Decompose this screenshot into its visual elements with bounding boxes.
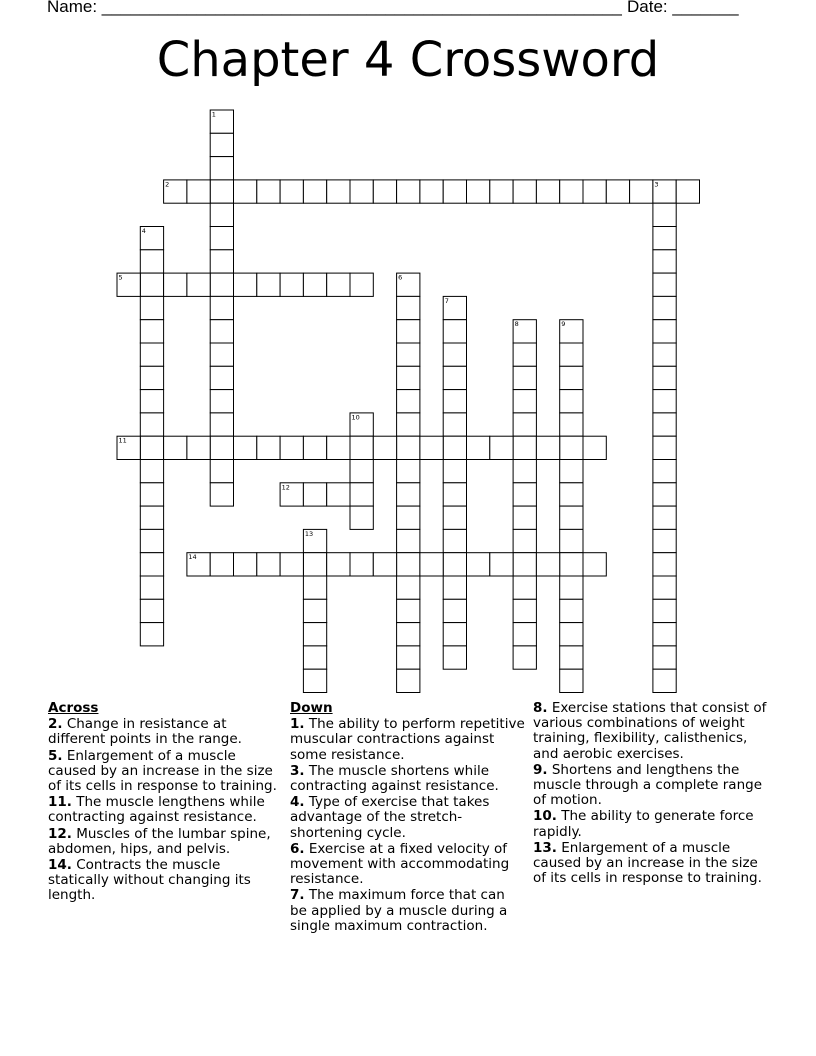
- grid-cell[interactable]: [443, 390, 466, 413]
- grid-cell[interactable]: [350, 483, 373, 506]
- grid-cell[interactable]: [140, 436, 163, 459]
- grid-cell[interactable]: [443, 460, 466, 483]
- grid-cell[interactable]: [303, 180, 326, 203]
- grid-cell[interactable]: [280, 180, 303, 203]
- grid-cell[interactable]: [350, 436, 373, 459]
- grid-cell[interactable]: [560, 576, 583, 599]
- grid-cell[interactable]: [583, 180, 606, 203]
- grid-cell[interactable]: [536, 180, 559, 203]
- grid-cell[interactable]: [303, 483, 326, 506]
- grid-cell[interactable]: [234, 553, 257, 576]
- grid-cell[interactable]: [234, 436, 257, 459]
- grid-cell[interactable]: [257, 436, 280, 459]
- grid-cell[interactable]: [513, 436, 536, 459]
- clue-down-1: 1. The ability to perform repetitive muscular contractions against some resistance.: [290, 716, 525, 763]
- clue-down-8: 8. Exercise stations that consist of various combinations of weight training, flexibility, calisthenics, and aerobic exercises.: [533, 700, 767, 762]
- clue-number-13: 13: [304, 529, 314, 538]
- grid-cell[interactable]: [560, 366, 583, 389]
- clue-number-14: 14: [188, 553, 197, 562]
- grid-cell[interactable]: [443, 599, 466, 622]
- grid-cell[interactable]: [653, 669, 676, 692]
- clue-number-10: 10: [351, 413, 360, 422]
- grid-cell[interactable]: [210, 366, 233, 389]
- grid-cell[interactable]: [140, 460, 163, 483]
- grid-cell[interactable]: [420, 436, 443, 459]
- grid-cell[interactable]: [350, 553, 373, 576]
- grid-cell[interactable]: [513, 576, 536, 599]
- across-clues: [48, 701, 284, 905]
- grid-cell[interactable]: [536, 553, 559, 576]
- grid-cell[interactable]: [443, 436, 466, 459]
- grid-cell[interactable]: [443, 483, 466, 506]
- grid-cell[interactable]: [397, 623, 420, 646]
- grid-cell[interactable]: [210, 250, 233, 273]
- grid-cell[interactable]: [350, 506, 373, 529]
- grid-cell[interactable]: [210, 553, 233, 576]
- grid-cell[interactable]: [560, 390, 583, 413]
- grid-cell[interactable]: [467, 180, 490, 203]
- grid-cell[interactable]: [653, 203, 676, 226]
- grid-cell[interactable]: [560, 180, 583, 203]
- grid-cell[interactable]: [653, 390, 676, 413]
- grid-cell[interactable]: [140, 553, 163, 576]
- grid-cell[interactable]: [397, 413, 420, 436]
- grid-cell[interactable]: [280, 273, 303, 296]
- grid-cell[interactable]: [653, 576, 676, 599]
- grid-cell[interactable]: [653, 553, 676, 576]
- grid-cell[interactable]: [140, 250, 163, 273]
- grid-cell[interactable]: [513, 529, 536, 552]
- clue-number-3: 3: [654, 180, 659, 189]
- grid-cell[interactable]: [140, 599, 163, 622]
- clue-down-6: 6. Exercise at a fixed velocity of movement with accommodating resistance.: [290, 840, 510, 888]
- clue-number-9: 9: [561, 320, 566, 329]
- grid-cell[interactable]: [513, 646, 536, 669]
- grid-cell[interactable]: [397, 460, 420, 483]
- grid-cell[interactable]: [443, 623, 466, 646]
- grid-cell[interactable]: [513, 413, 536, 436]
- grid-cell[interactable]: [536, 436, 559, 459]
- grid-cell[interactable]: [373, 436, 396, 459]
- grid-cell[interactable]: [187, 180, 210, 203]
- grid-cell[interactable]: [397, 553, 420, 576]
- grid-cell[interactable]: [397, 436, 420, 459]
- clue-number-7: 7: [444, 296, 449, 305]
- grid-cell[interactable]: [140, 506, 163, 529]
- grid-cell[interactable]: [187, 436, 210, 459]
- grid-cell[interactable]: [443, 413, 466, 436]
- grid-cell[interactable]: [210, 227, 233, 250]
- grid-cell[interactable]: [583, 436, 606, 459]
- grid-cell[interactable]: [140, 529, 163, 552]
- grid-cell[interactable]: [397, 180, 420, 203]
- grid-cell[interactable]: [676, 180, 699, 203]
- grid-cell[interactable]: [560, 506, 583, 529]
- grid-cell[interactable]: [560, 343, 583, 366]
- grid-cell[interactable]: [560, 436, 583, 459]
- grid-cell[interactable]: [397, 646, 420, 669]
- grid-cell[interactable]: [420, 180, 443, 203]
- grid-cell[interactable]: [467, 436, 490, 459]
- grid-cell[interactable]: [513, 599, 536, 622]
- grid-cell[interactable]: [140, 413, 163, 436]
- grid-cell[interactable]: [164, 273, 187, 296]
- grid-cell[interactable]: [606, 180, 629, 203]
- grid-cell[interactable]: [140, 273, 163, 296]
- grid-cell[interactable]: [443, 180, 466, 203]
- grid-cell[interactable]: [210, 320, 233, 343]
- grid-cell[interactable]: [210, 413, 233, 436]
- grid-cell[interactable]: [653, 623, 676, 646]
- grid-cell[interactable]: [653, 483, 676, 506]
- grid-cell[interactable]: [397, 483, 420, 506]
- grid-cell[interactable]: [653, 227, 676, 250]
- grid-cell[interactable]: [210, 180, 233, 203]
- grid-cell[interactable]: [513, 483, 536, 506]
- grid-cell[interactable]: [327, 436, 350, 459]
- grid-cell[interactable]: [140, 483, 163, 506]
- grid-cell[interactable]: [280, 436, 303, 459]
- grid-cell[interactable]: [653, 343, 676, 366]
- grid-cell[interactable]: [140, 320, 163, 343]
- grid-cell[interactable]: [327, 483, 350, 506]
- grid-cell[interactable]: [513, 460, 536, 483]
- grid-cell[interactable]: [140, 623, 163, 646]
- grid-cell[interactable]: [210, 483, 233, 506]
- grid-cell[interactable]: [653, 529, 676, 552]
- down-heading: Down: [290, 700, 333, 716]
- clue-across-12: 12. Muscles of the lumbar spine, abdomen, hips, and pelvis.: [48, 825, 271, 857]
- grid-cell[interactable]: [513, 506, 536, 529]
- grid-cell[interactable]: [327, 553, 350, 576]
- grid-cell[interactable]: [513, 366, 536, 389]
- grid-cell[interactable]: [303, 576, 326, 599]
- grid-cell[interactable]: [443, 320, 466, 343]
- grid-cell[interactable]: [397, 366, 420, 389]
- grid-cell[interactable]: [210, 436, 233, 459]
- grid-cell[interactable]: [303, 553, 326, 576]
- grid-cell[interactable]: [420, 553, 443, 576]
- grid-cell[interactable]: [303, 599, 326, 622]
- grid-cell[interactable]: [140, 366, 163, 389]
- down-clues-continued: [533, 701, 773, 887]
- clue-number-4: 4: [141, 227, 146, 235]
- clue-across-14: 14. Contracts the muscle statically without changing its length.: [48, 857, 251, 904]
- grid-cell[interactable]: [397, 320, 420, 343]
- grid-cell[interactable]: [234, 273, 257, 296]
- grid-cell[interactable]: [373, 180, 396, 203]
- clue-number-6: 6: [398, 273, 403, 282]
- clue-down-9: 9. Shortens and lengthens the muscle through a complete range of motion.: [533, 761, 763, 809]
- grid-cell[interactable]: [210, 157, 233, 180]
- grid-cell[interactable]: [490, 436, 513, 459]
- grid-cell[interactable]: [257, 553, 280, 576]
- grid-cell[interactable]: [653, 296, 676, 319]
- grid-cell[interactable]: [560, 529, 583, 552]
- clue-number-8: 8: [514, 320, 519, 329]
- grid-cell[interactable]: [560, 413, 583, 436]
- clue-down-3: 3. The muscle shortens while contracting against resistance.: [290, 762, 499, 795]
- grid-cell[interactable]: [397, 529, 420, 552]
- clue-down-10: 10. The ability to generate force rapidly.: [533, 808, 754, 840]
- page-title: Chapter 4 Crossword: [156, 32, 660, 88]
- grid-cell[interactable]: [350, 273, 373, 296]
- clue-down-7: 7. The maximum force that can be applied by a muscle during a single maximum contraction.: [290, 887, 508, 934]
- grid-cell[interactable]: [280, 553, 303, 576]
- grid-cell[interactable]: [210, 390, 233, 413]
- clue-number-1: 1: [211, 110, 216, 119]
- grid-cell[interactable]: [140, 576, 163, 599]
- grid-cell[interactable]: [210, 203, 233, 226]
- grid-cell[interactable]: [560, 460, 583, 483]
- grid-cell[interactable]: [210, 296, 233, 319]
- clue-across-5: 5. Enlargement of a muscle caused by an increase in the size of its cells in response to training.: [48, 747, 277, 795]
- grid-cell[interactable]: [443, 646, 466, 669]
- clue-number-2: 2: [165, 180, 170, 189]
- grid-cell[interactable]: [653, 646, 676, 669]
- grid-cell[interactable]: [140, 296, 163, 319]
- grid-cell[interactable]: [467, 553, 490, 576]
- grid-cell[interactable]: [397, 669, 420, 692]
- grid-cell[interactable]: [443, 576, 466, 599]
- clue-number-11: 11: [118, 436, 127, 445]
- grid-cell[interactable]: [513, 553, 536, 576]
- grid-cell[interactable]: [560, 599, 583, 622]
- clue-across-2: 2. Change in resistance at different points in the range.: [48, 716, 242, 748]
- grid-cell[interactable]: [653, 413, 676, 436]
- grid-cell[interactable]: [443, 366, 466, 389]
- grid-cell[interactable]: [653, 320, 676, 343]
- grid-cell[interactable]: [234, 180, 257, 203]
- grid-cell[interactable]: [397, 343, 420, 366]
- grid-cell[interactable]: [560, 669, 583, 692]
- grid-cell[interactable]: [303, 669, 326, 692]
- clue-number-5: 5: [118, 273, 123, 282]
- clue-down-4: 4. Type of exercise that takes advantage of the stretch-shortening cycle.: [290, 794, 490, 841]
- grid-cell[interactable]: [490, 180, 513, 203]
- grid-cell[interactable]: [443, 553, 466, 576]
- name-field-label: Name: _______________________________________________________: [47, 0, 622, 16]
- grid-cell[interactable]: [653, 250, 676, 273]
- grid-cell[interactable]: [513, 180, 536, 203]
- grid-cell[interactable]: [560, 483, 583, 506]
- grid-cell[interactable]: [350, 180, 373, 203]
- grid-cell[interactable]: [443, 529, 466, 552]
- grid-cell[interactable]: [583, 553, 606, 576]
- grid-cell[interactable]: [397, 390, 420, 413]
- grid-cell[interactable]: [490, 553, 513, 576]
- date-field-label: Date: _______: [627, 0, 739, 16]
- grid-cell[interactable]: [653, 436, 676, 459]
- grid-cell[interactable]: [653, 273, 676, 296]
- grid-cell[interactable]: [373, 553, 396, 576]
- grid-cell[interactable]: [513, 343, 536, 366]
- grid-cell[interactable]: [257, 273, 280, 296]
- grid-cell[interactable]: [397, 599, 420, 622]
- grid-cell[interactable]: [560, 646, 583, 669]
- across-heading: Across: [48, 700, 99, 716]
- grid-cell[interactable]: [210, 343, 233, 366]
- grid-cell[interactable]: [303, 273, 326, 296]
- grid-cell[interactable]: [560, 553, 583, 576]
- grid-cell[interactable]: [630, 180, 653, 203]
- grid-cell[interactable]: [303, 646, 326, 669]
- clue-number-12: 12: [281, 483, 290, 492]
- clue-across-11: 11. The muscle lengthens while contracting against resistance.: [48, 794, 265, 826]
- grid-cell[interactable]: [560, 623, 583, 646]
- grid-cell[interactable]: [443, 506, 466, 529]
- clue-down-13: 13. Enlargement of a muscle caused by an increase in the size of its cells in response to training.: [533, 839, 762, 887]
- grid-cell[interactable]: [653, 599, 676, 622]
- grid-cell[interactable]: [140, 390, 163, 413]
- grid-cell[interactable]: [443, 343, 466, 366]
- grid-cell[interactable]: [327, 180, 350, 203]
- grid-cell[interactable]: [653, 366, 676, 389]
- grid-cell[interactable]: [187, 273, 210, 296]
- grid-cell[interactable]: [397, 296, 420, 319]
- grid-cell[interactable]: [653, 506, 676, 529]
- grid-cell[interactable]: [653, 460, 676, 483]
- grid-cell[interactable]: [303, 436, 326, 459]
- grid-cell[interactable]: [397, 576, 420, 599]
- grid-cell[interactable]: [327, 273, 350, 296]
- grid-cell[interactable]: [140, 343, 163, 366]
- grid-cell[interactable]: [350, 460, 373, 483]
- grid-cell[interactable]: [210, 460, 233, 483]
- grid-cell[interactable]: [513, 623, 536, 646]
- grid-cell[interactable]: [210, 273, 233, 296]
- grid-cell[interactable]: [257, 180, 280, 203]
- grid-cell[interactable]: [303, 623, 326, 646]
- down-clues: [290, 701, 525, 935]
- grid-cell[interactable]: [164, 436, 187, 459]
- grid-cell[interactable]: [397, 506, 420, 529]
- grid-cell[interactable]: [210, 133, 233, 156]
- grid-cell[interactable]: [513, 390, 536, 413]
